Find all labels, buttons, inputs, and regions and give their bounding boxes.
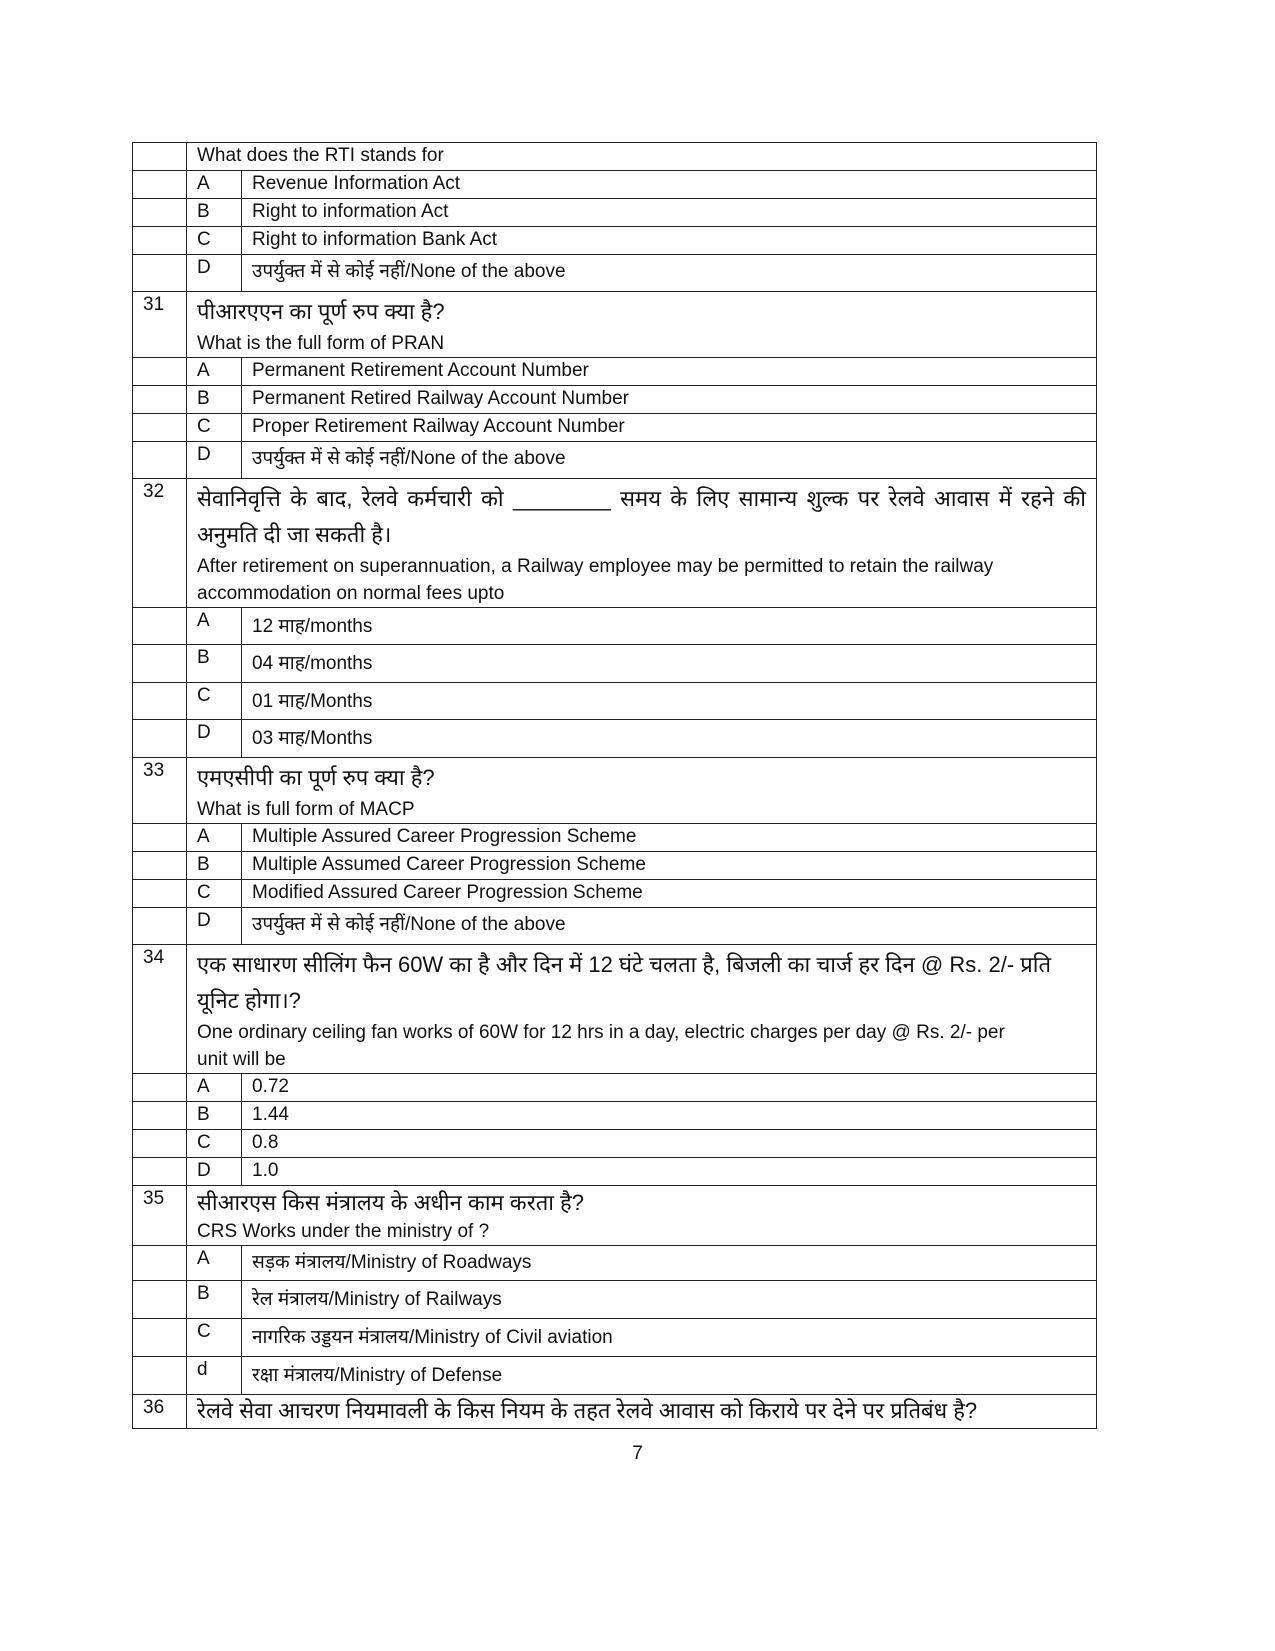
option-letter: A: [187, 824, 242, 852]
question-row: [133, 945, 1097, 1074]
option-row: [133, 1074, 1097, 1102]
option-letter: C: [187, 1319, 242, 1357]
option-row: [133, 171, 1097, 199]
option-row: [133, 1130, 1097, 1158]
option-text: 04 माह/months: [242, 645, 1097, 683]
question-english: After retirement on superannuation, a Railway employee may be permitted to retain the railway accommodation on normal fees upto: [197, 556, 994, 604]
option-letter: A: [187, 1246, 242, 1281]
option-letter: A: [187, 1074, 242, 1102]
option-text: रेल मंत्रालय/Ministry of Railways: [242, 1281, 1097, 1319]
option-text: उपर्युक्त में से कोई नहीं/None of the above: [242, 908, 1097, 945]
question-number: 36: [133, 1395, 187, 1429]
option-row: [133, 442, 1097, 479]
option-letter: D: [187, 1158, 242, 1186]
option-letter: d: [187, 1357, 242, 1395]
option-row: [133, 1158, 1097, 1186]
option-text: Proper Retirement Railway Account Number: [242, 414, 1097, 442]
option-letter: C: [187, 227, 242, 255]
question-row: [133, 292, 1097, 358]
option-letter: D: [187, 442, 242, 479]
option-row: [133, 1357, 1097, 1395]
question-table: [132, 142, 1097, 1429]
question-row: [133, 758, 1097, 824]
option-letter: C: [187, 880, 242, 908]
option-text: Permanent Retirement Account Number: [242, 358, 1097, 386]
option-text: 1.44: [242, 1102, 1097, 1130]
option-row: [133, 852, 1097, 880]
question-row: [133, 1186, 1097, 1246]
option-letter: B: [187, 1281, 242, 1319]
option-letter: D: [187, 908, 242, 945]
question-hindi: पीआरएएन का पूर्ण रुप क्या है?: [197, 299, 445, 324]
question-hindi: सीआरएस किस मंत्रालय के अधीन काम करता है?: [197, 1190, 584, 1215]
question-english: One ordinary ceiling fan works of 60W for 12 hrs in a day, electric charges per day @ Rs. 2/- per unit will be: [197, 1022, 1005, 1070]
option-text: उपर्युक्त में से कोई नहीं/None of the above: [242, 442, 1097, 479]
option-text: 0.72: [242, 1074, 1097, 1102]
option-letter: B: [187, 199, 242, 227]
question-hindi: एक साधारण सीलिंग फैन 60W का है और दिन में 12 घंटे चलता है, बिजली का चार्ज हर दिन @ Rs. 2/- प्रति यूनिट होगा।?: [197, 952, 1052, 1013]
question-english: What does the RTI stands for: [187, 143, 1097, 171]
question-hindi: सेवानिवृत्ति के बाद, रेलवे कर्मचारी को ________ समय के लिए सामान्य शुल्क पर रेलवे आवास में रहने की अनुमति दी जा सकती है।: [197, 486, 1086, 547]
option-row: [133, 414, 1097, 442]
question-number: 31: [133, 292, 187, 358]
option-letter: B: [187, 1102, 242, 1130]
option-row: [133, 1246, 1097, 1281]
option-text: Modified Assured Career Progression Scheme: [242, 880, 1097, 908]
option-letter: D: [187, 255, 242, 292]
option-text: 0.8: [242, 1130, 1097, 1158]
option-letter: C: [187, 683, 242, 720]
question-number: [133, 143, 187, 171]
option-letter: A: [187, 608, 242, 645]
option-text: Revenue Information Act: [242, 171, 1097, 199]
option-text: Right to information Bank Act: [242, 227, 1097, 255]
option-row: [133, 227, 1097, 255]
question-row: [133, 143, 1097, 171]
question-row: [133, 479, 1097, 608]
option-row: [133, 1281, 1097, 1319]
question-number: 33: [133, 758, 187, 824]
option-row: [133, 1319, 1097, 1357]
option-row: [133, 880, 1097, 908]
option-letter: B: [187, 386, 242, 414]
question-number: 35: [133, 1186, 187, 1246]
option-text: 12 माह/months: [242, 608, 1097, 645]
page-number: 7: [632, 1443, 643, 1464]
option-row: [133, 720, 1097, 758]
option-text: Multiple Assured Career Progression Scheme: [242, 824, 1097, 852]
option-text: Multiple Assumed Career Progression Scheme: [242, 852, 1097, 880]
question-row: [133, 1395, 1097, 1429]
option-text: नागरिक उड्डयन मंत्रालय/Ministry of Civil aviation: [242, 1319, 1097, 1357]
option-row: [133, 199, 1097, 227]
option-text: 03 माह/Months: [242, 720, 1097, 758]
option-row: [133, 683, 1097, 720]
option-row: [133, 908, 1097, 945]
option-letter: C: [187, 414, 242, 442]
option-row: [133, 608, 1097, 645]
option-letter: C: [187, 1130, 242, 1158]
option-text: Right to information Act: [242, 199, 1097, 227]
option-letter: A: [187, 358, 242, 386]
question-hindi: एमएसीपी का पूर्ण रुप क्या है?: [197, 765, 435, 790]
option-letter: A: [187, 171, 242, 199]
question-number: 34: [133, 945, 187, 1074]
option-row: [133, 386, 1097, 414]
option-row: [133, 1102, 1097, 1130]
option-letter: B: [187, 852, 242, 880]
option-text: उपर्युक्त में से कोई नहीं/None of the above: [242, 255, 1097, 292]
option-row: [133, 255, 1097, 292]
option-text: 1.0: [242, 1158, 1097, 1186]
option-text: रक्षा मंत्रालय/Ministry of Defense: [242, 1357, 1097, 1395]
option-row: [133, 358, 1097, 386]
option-text: सड़क मंत्रालय/Ministry of Roadways: [242, 1246, 1097, 1281]
option-row: [133, 645, 1097, 683]
question-english: What is the full form of PRAN: [197, 333, 445, 354]
question-english: What is full form of MACP: [197, 799, 415, 820]
option-row: [133, 824, 1097, 852]
option-text: 01 माह/Months: [242, 683, 1097, 720]
question-hindi: रेलवे सेवा आचरण नियमावली के किस नियम के तहत रेलवे आवास को किराये पर देने पर प्रतिबंध है?: [197, 1398, 978, 1423]
option-text: Permanent Retired Railway Account Number: [242, 386, 1097, 414]
question-english: CRS Works under the ministry of ?: [197, 1221, 490, 1242]
option-letter: D: [187, 720, 242, 758]
option-letter: B: [187, 645, 242, 683]
question-number: 32: [133, 479, 187, 608]
